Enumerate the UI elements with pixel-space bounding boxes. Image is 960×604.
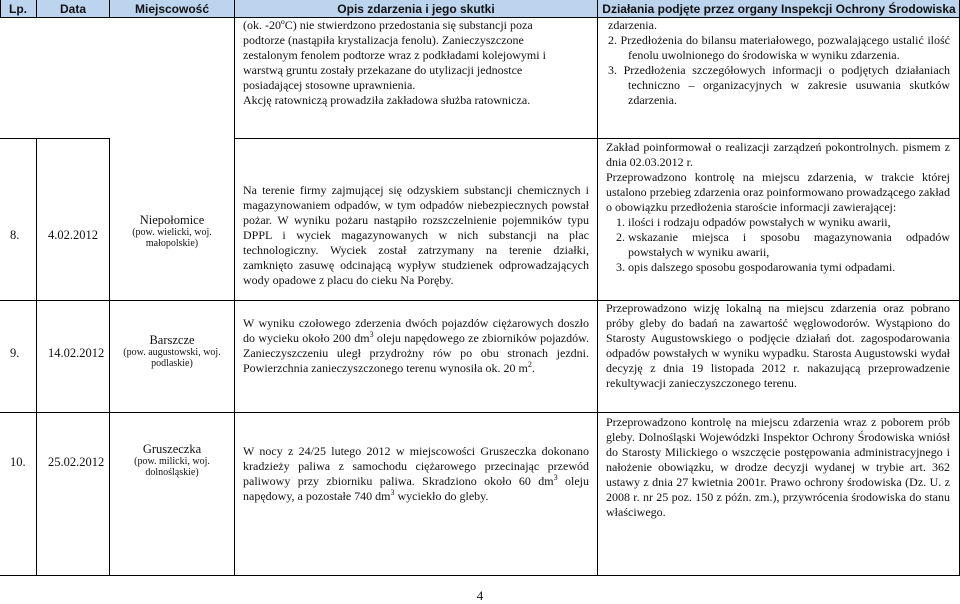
place-detail: (pow. wielicki, woj. małopolskie) (132, 227, 212, 249)
row-8-lp: 8. (10, 228, 20, 242)
grid-line (234, 138, 960, 139)
continued-actions-item: 2. Przedłożenia do bilansu materiałowego, pozwalającego ustalić ilość fenolu uwolnionego do środowiska w wyniku zdarzenia. (608, 33, 950, 62)
row-10-actions: Przeprowadzono kontrolę na miejscu zdarzenia wraz z poborem prób gleby. Dolnośląski Wojewódzki Inspektor Ochrony Środowiska wniósł do Starosty Milickiego o wszczęcie postępowania administracyjnego i nałożenie obowiązku, w drodze decyzji wydanej w trybie art. 362 ustawy z dnia 27 kwietnia 2001r. Prawo ochrony środowiska (Dz. U. z 2008 r. nr 25 poz. 150 z późn. zm.), przywrócenia środowiska do stanu właściwego. (606, 415, 950, 519)
continued-actions (608, 18, 950, 108)
superscript: 3 (390, 488, 395, 497)
header-data: Data (37, 0, 109, 17)
description-text: W nocy z 24/25 lutego 2012 w miejscowości Gruszeczka dokonano kradzieży paliwa z samochodu ciężarowego przecinając przewód paliwowy przy zbiorniku paliwa. Skradziono około 60 dm (243, 444, 589, 488)
superscript: 3 (369, 330, 374, 339)
continued-description (243, 18, 589, 108)
place-name: Barszcze (149, 333, 195, 347)
row-10-description (243, 444, 589, 504)
continued-description-line: Akcję ratowniczą prowadziła zakładowa służba ratownicza. (243, 93, 531, 107)
grid-line (0, 575, 960, 576)
row-9-date: 14.02.2012 (48, 346, 105, 360)
row-8-date: 4.02.2012 (48, 228, 98, 242)
row-9-actions: Przeprowadzono wizję lokalną na miejscu zdarzenia oraz pobrano próby gleby do badań na zawartość węglowodorów. Wystąpiono do Starosty Augustowskiego o podjęcie działań dot. zagospodarowania odpadów powstałych w wyniku wypadku. Starosta Augustowski wydał decyzję z dnia 19 listopada 2012 r. nakazującą przeprowadzenie rekultywacji zanieczyszczonego terenu. (606, 301, 950, 390)
continued-description-line: posiadającej stosowne uprawnienia. (243, 78, 416, 92)
continued-description-line: (ok. -20ºC) nie stwierdzono przedostania się substancji poza (243, 18, 533, 32)
continued-actions-lead: zdarzenia. (608, 18, 657, 32)
continued-actions-item: 3. Przedłożenia szczegółowych informacji o podjętych działaniach techniczno – organizacyjnych w zakresie usuwania skutków zdarzenia. (608, 63, 950, 107)
row-8-description: Na terenie firmy zajmującej się odzyskiem substancji chemicznych i magazynowaniem odpadów, w tym odpadów niebezpiecznych powstał pożar. W wyniku pożaru nastąpiło rozszczelnienie pojemników typu DPPL i wyciek magazynowanych w nich substancji na plac technologiczny. Wyciek został zatrzymany na terenie działki, zamknięto zasuwę odcinającą wypływ studzienek odprowadzających wody opadowe z placu do cieku Na Poręby. (243, 183, 589, 287)
header-lp: Lp. (0, 0, 36, 17)
description-text: oleju napędowego ze zbiorników pojazdów. Zanieczyszczeniu uległ przydrożny rów po obu stronach jezdni. Powierzchnia zanieczyszczonego terenu wynosiła ok. 20 m (243, 331, 589, 375)
header-miejscowosc: Miejscowość (110, 0, 234, 17)
row-10-lp: 10. (10, 455, 26, 469)
actions-list-item: 3. opis dalszego sposobu gospodarowania tymi odpadami. (628, 260, 950, 275)
place-name: Gruszeczka (142, 442, 202, 456)
actions-list-item: 1. ilości i rodzaju odpadów powstałych w wyniku awarii, (628, 215, 950, 230)
row-9-description (243, 316, 589, 376)
description-text: wyciekło do gleby. (394, 489, 489, 503)
superscript: 2 (527, 360, 532, 369)
place-detail: (pow. augustowski, woj. podlaskie) (123, 347, 221, 369)
grid-line (234, 0, 235, 575)
actions-list (606, 215, 950, 275)
row-10-place (112, 442, 232, 478)
grid-line (109, 138, 110, 575)
description-text: W wyniku czołowego zderzenia dwóch pojazdów ciężarowych doszło do wycieku około 200 dm (243, 316, 589, 345)
continued-description-line: warstwą gruntu zostały przekazane do utylizacji jednostce (243, 63, 523, 77)
grid-line (36, 0, 37, 17)
row-9-lp: 9. (10, 346, 20, 360)
grid-line (0, 0, 1, 17)
row-10-date: 25.02.2012 (48, 455, 105, 469)
grid-line (109, 0, 110, 17)
actions-list-item: 2. wskazanie miejsca i sposobu magazynowania odpadów powstałych w wyniku awarii, (628, 230, 950, 260)
description-text: . (531, 361, 535, 375)
actions-intro: Zakład poinformował o realizacji zarządzeń pokontrolnych. pismem z dnia 02.03.2012 r. (606, 140, 950, 169)
continued-description-line: zestalonym fenolem podtorze wraz z podkładami kolejowymi i (243, 48, 546, 62)
superscript: 3 (553, 473, 558, 482)
row-8-actions (606, 140, 950, 275)
place-detail: (pow. milicki, woj. dolnośląskie) (134, 456, 210, 478)
row-9-place (112, 333, 232, 369)
grid-line (597, 0, 598, 575)
grid-line (0, 138, 110, 139)
place-name: Niepołomice (139, 213, 205, 227)
grid-line (0, 412, 960, 413)
actions-intro: Przeprowadzono kontrolę na miejscu zdarzenia, w trakcie której ustalono przebieg zdarzenia oraz poinformowano prowadzącego zakład o obowiązku przedłożenia staroście informacji zawierającej: (606, 170, 950, 214)
header-dzialania: Działania podjęte przez organy Inspekcji Ochrony Środowiska (598, 0, 960, 17)
description-text: oleju napędowy, a pozostałe 740 dm (243, 474, 589, 503)
page-number: 4 (476, 588, 484, 603)
row-8-place (112, 213, 232, 249)
header-opis: Opis zdarzenia i jego skutki (235, 0, 597, 17)
grid-line (36, 138, 37, 575)
continued-description-line: podtorze (nastąpiła krystalizacja fenolu). Zanieczyszczone (243, 33, 524, 47)
